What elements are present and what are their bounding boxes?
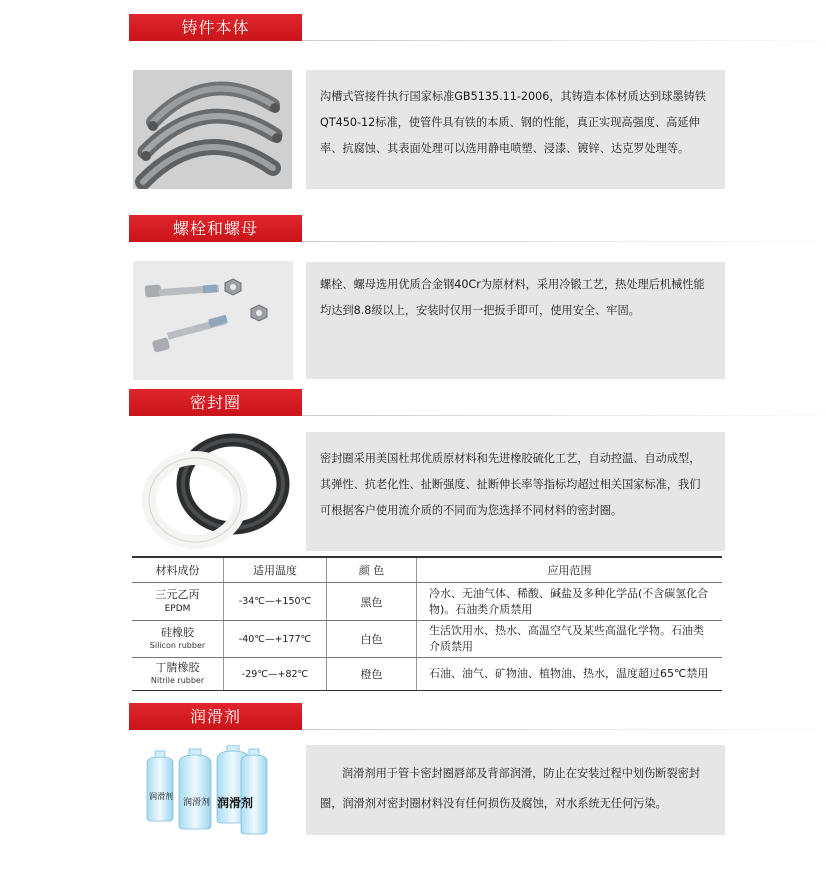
material-cell xyxy=(132,621,224,658)
bottle-label-2: 润滑剂 xyxy=(183,798,211,808)
casting-photo xyxy=(133,70,292,189)
application-cell: 石油、油气、矿物油、植物油、热水，温度超过65℃禁用 xyxy=(417,658,723,691)
temperature-cell: -29℃—+82℃ xyxy=(224,658,327,691)
header-application: 应用范围 xyxy=(417,557,723,583)
material-name: 硅橡胶 xyxy=(161,626,194,639)
application-cell: 生活饮用水、热水、高温空气及某些高温化学物。石油类介质禁用 xyxy=(417,621,723,658)
bottle-label-3: 润滑剂 xyxy=(217,796,254,810)
header-color: 颜 色 xyxy=(327,557,417,583)
section-header-seal: 密封圈 xyxy=(129,389,302,416)
material-name-en: Silicon rubber xyxy=(149,641,206,650)
bolts-description: 螺栓、螺母选用优质合金钢40Cr为原材料，采用冷锻工艺，热处理后机械性能均达到8.8级以上，安装时仅用一把扳手即可，使用安全、牢固。 xyxy=(306,262,725,379)
lube-photo xyxy=(133,745,292,835)
casting-description: 沟槽式管接件执行国家标准GB5135.11-2006，其铸造本体材质达到球墨铸铁QT450-12标准，使管件具有铁的本质、钢的性能，真正实现高强度、高延伸率、抗腐蚀、其表面处理可以选用静电喷塑、浸漆、镀锌、达克罗处理等。 xyxy=(306,70,725,189)
seal-description: 密封圈采用美国杜邦优质原材料和先进橡胶硫化工艺，自动控温、自动成型，其弹性、抗老化性、扯断强度、扯断伸长率等指标均超过相关国家标准，我们可根据客户使用流介质的不同而为您选择不同材料的密封圈。 xyxy=(306,432,725,551)
table-header-row xyxy=(132,557,722,583)
lube-description: 润滑剂用于管卡密封圈唇部及背部润滑，防止在安装过程中划伤断裂密封圈，润滑剂对密封圈材料没有任何损伤及腐蚀，对水系统无任何污染。 xyxy=(306,745,725,835)
material-name: 丁腈橡胶 xyxy=(155,661,200,674)
clamp-image xyxy=(133,70,292,189)
bottle-label-1: 润滑剂 xyxy=(149,792,173,801)
material-name-en: Nitrile rubber xyxy=(150,676,205,685)
color-cell: 黑色 xyxy=(327,583,417,621)
header-temperature: 适用温度 xyxy=(224,557,327,583)
section-header-bolts: 螺栓和螺母 xyxy=(129,215,302,242)
material-name: 三元乙丙 xyxy=(155,587,200,601)
application-cell: 冷水、无油气体、稀酸、碱盐及多种化学品(不含碳氢化合物)。石油类介质禁用 xyxy=(417,583,723,621)
seal-material-table xyxy=(132,556,722,691)
material-cell xyxy=(132,658,224,691)
seal-photo xyxy=(133,432,292,551)
lube-bottles-image xyxy=(133,745,292,835)
header-material: 材料成份 xyxy=(132,557,224,583)
temperature-cell: -40℃—+177℃ xyxy=(224,621,327,658)
bolt-nut-image xyxy=(133,261,293,380)
material-name-en: EPDM xyxy=(164,603,191,614)
table-row xyxy=(132,621,722,658)
bolts-photo xyxy=(133,261,293,380)
seal-ring-image xyxy=(133,432,292,551)
section-header-lube: 润滑剂 xyxy=(129,703,302,730)
color-cell: 白色 xyxy=(327,621,417,658)
table-row xyxy=(132,658,722,691)
section-header-casting: 铸件本体 xyxy=(129,14,302,41)
material-cell xyxy=(132,583,224,621)
table-row xyxy=(132,583,722,621)
temperature-cell: -34℃—+150℃ xyxy=(224,583,327,621)
color-cell: 橙色 xyxy=(327,658,417,691)
